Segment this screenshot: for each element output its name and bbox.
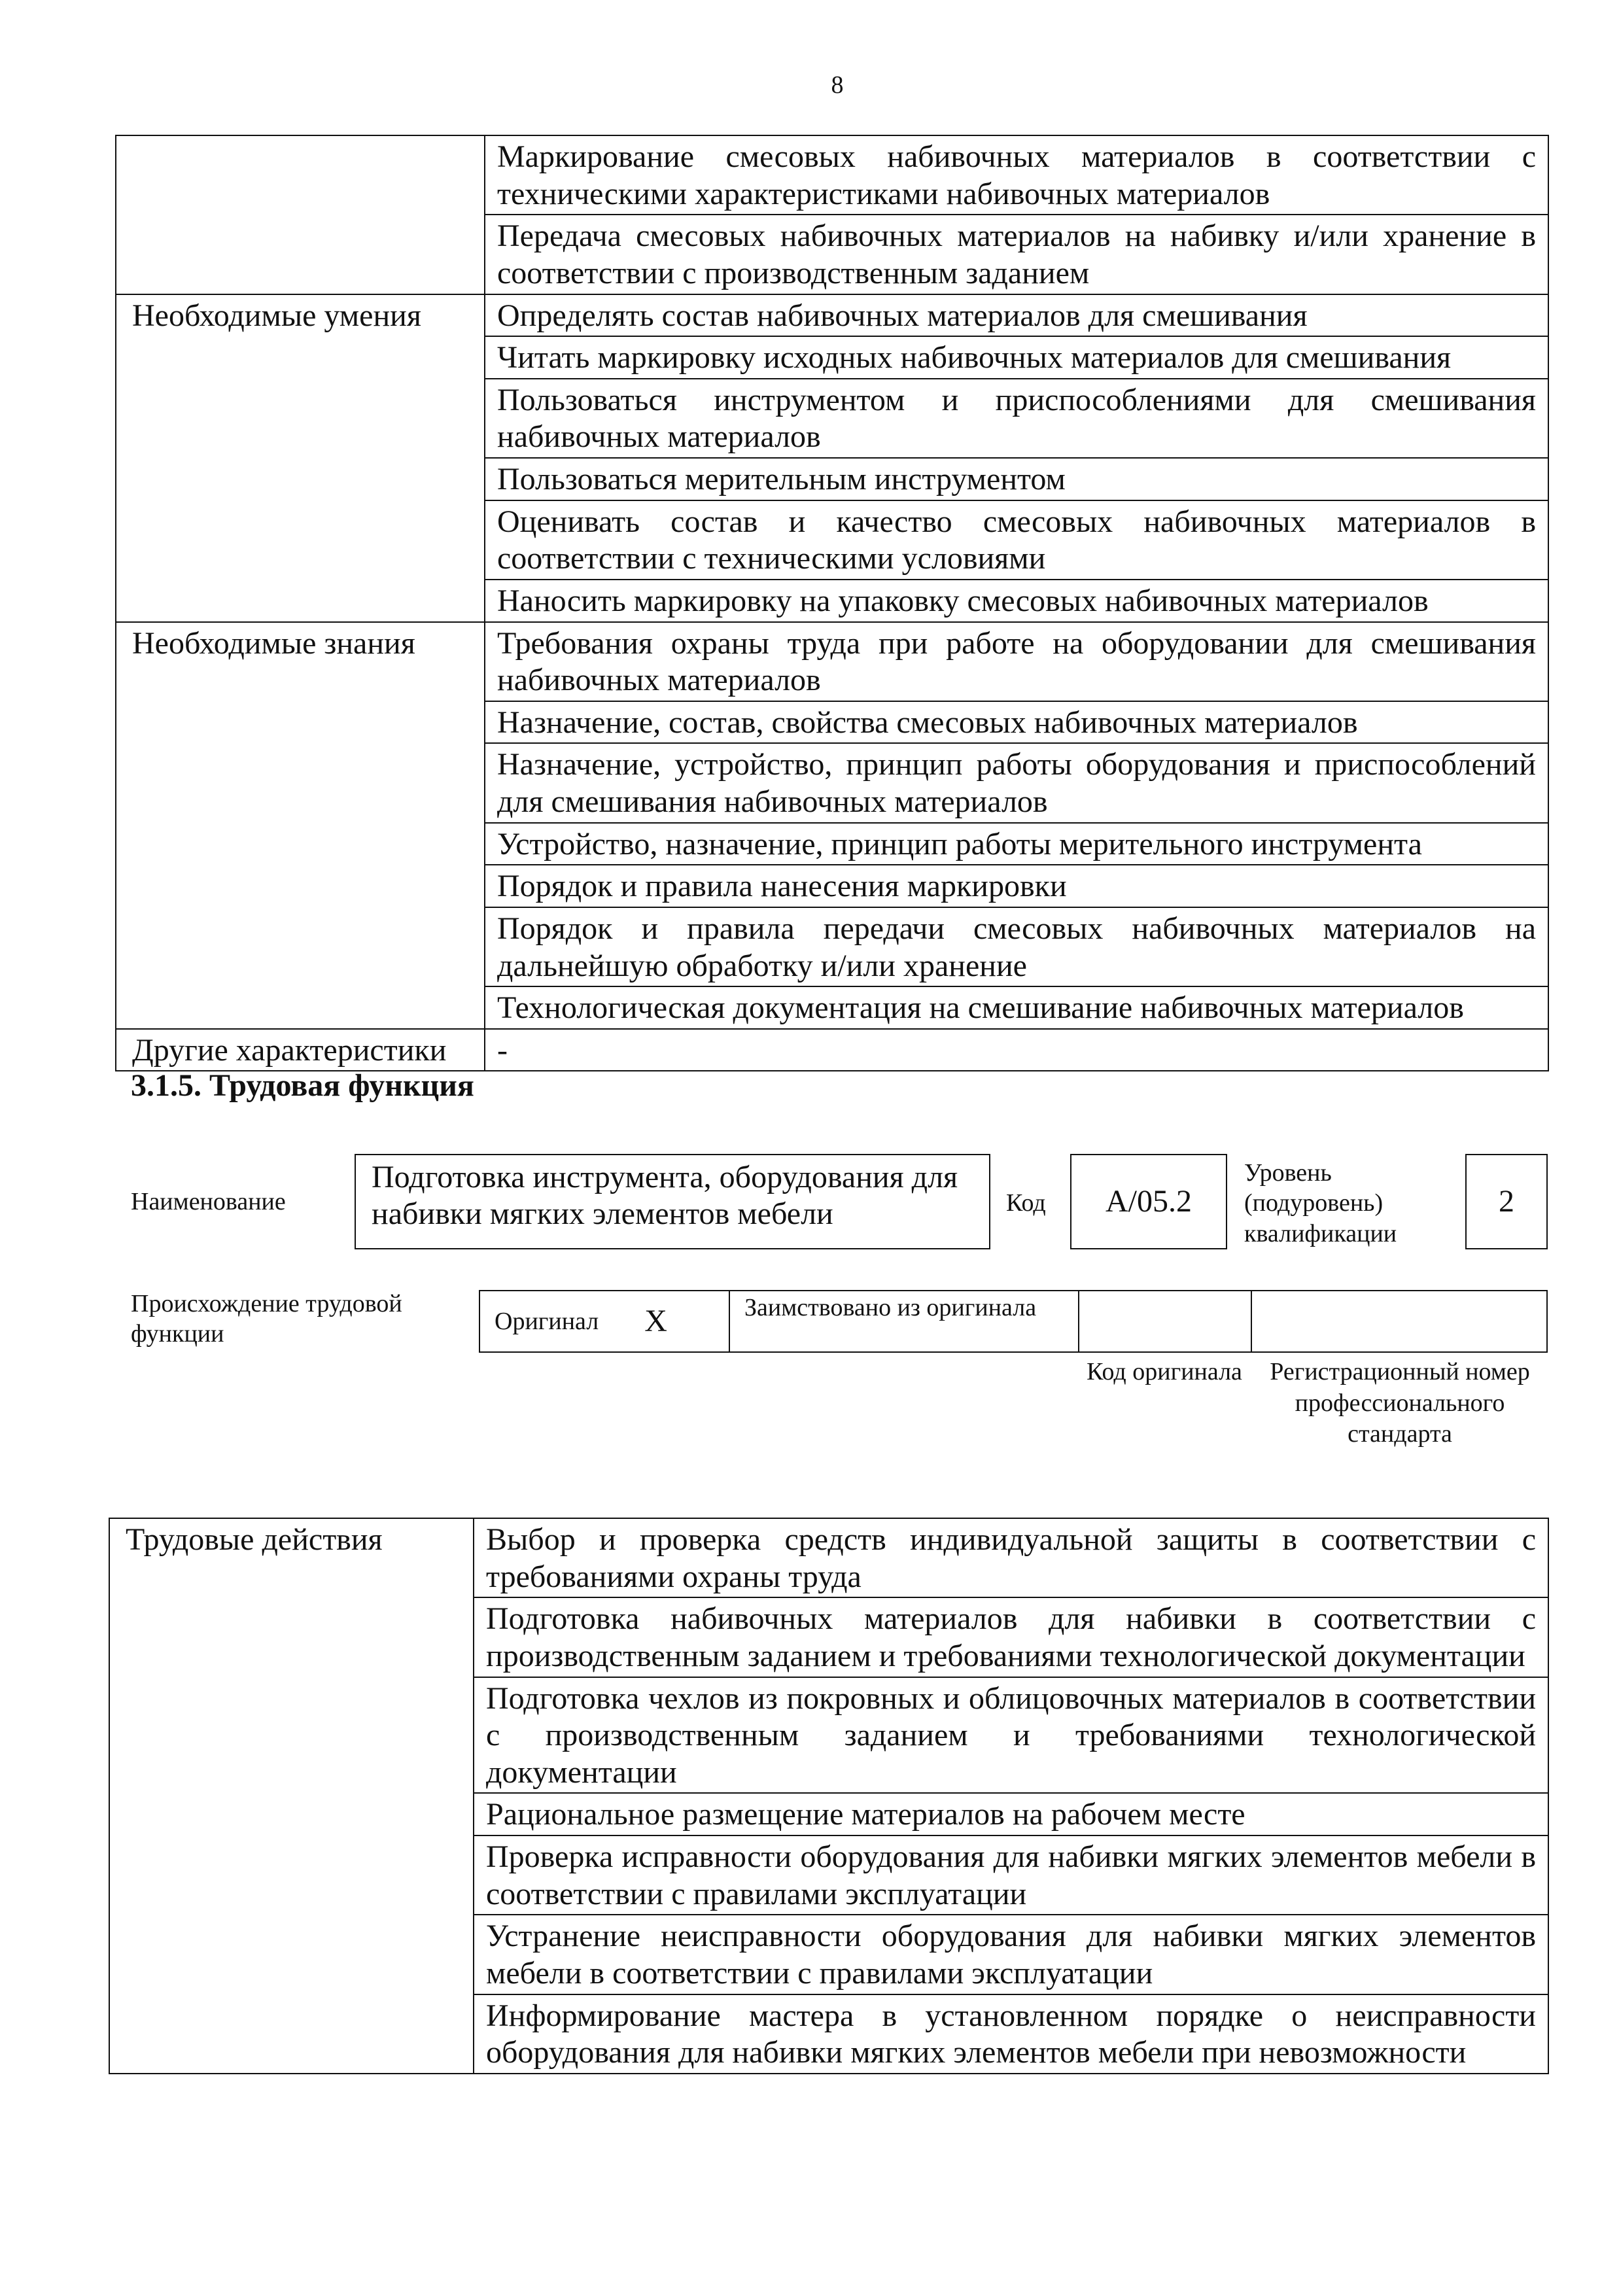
row-item: Устранение неисправности оборудования для набивки мягких элементов мебели в соответствии с правилами эксплуатации <box>474 1915 1548 1994</box>
row-item: Подготовка набивочных материалов для набивки в соответствии с производственным заданием и требованиями технологической документации <box>474 1597 1548 1677</box>
function-name-box <box>355 1154 990 1249</box>
qualification-level-label: Уровень (подуровень) квалификации <box>1244 1159 1397 1247</box>
row-label: Необходимые умения <box>116 294 485 622</box>
original-label: Оригинал <box>495 1307 599 1335</box>
row-item: Требования охраны труда при работе на оборудовании для смешивания набивочных материалов <box>485 622 1548 701</box>
registration-number-caption: Регистрационный номер профессионального стандарта <box>1270 1358 1530 1448</box>
table-row <box>116 294 1548 337</box>
original-cell <box>479 1290 730 1353</box>
original-code-caption: Код оригинала <box>1087 1358 1242 1385</box>
original-mark: X <box>644 1304 667 1339</box>
function-name-value: Подготовка инструмента, оборудования для набивки мягких элементов мебели <box>372 1160 958 1231</box>
row-item: Подготовка чехлов из покровных и облицовочных материалов в соответствии с производственным заданием и требованиями технологической документации <box>474 1677 1548 1794</box>
row-item: Порядок и правила нанесения маркировки <box>485 865 1548 907</box>
row-label <box>116 135 485 294</box>
row-item: Информирование мастера в установленном порядке о неисправности оборудования для набивки мягких элементов мебели при невозможности <box>474 1994 1548 2074</box>
level-box <box>1465 1154 1548 1249</box>
row-label: Другие характеристики <box>116 1029 485 1071</box>
row-item: Назначение, состав, свойства смесовых набивочных материалов <box>485 701 1548 744</box>
registration-number-cell <box>1251 1290 1548 1353</box>
section-title: 3.1.5. Трудовая функция <box>131 1068 474 1103</box>
row-label: Трудовые действия <box>109 1518 474 2074</box>
table-row <box>116 135 1548 215</box>
requirements-table <box>115 135 1549 1071</box>
level-value: 2 <box>1499 1184 1514 1219</box>
row-item: Определять состав набивочных материалов для смешивания <box>485 294 1548 337</box>
row-item: Технологическая документация на смешивание набивочных материалов <box>485 986 1548 1029</box>
row-item: Пользоваться мерительным инструментом <box>485 458 1548 500</box>
borrowed-label: Заимствовано из оригинала <box>744 1294 1037 1321</box>
row-item: - <box>485 1029 1548 1071</box>
original-code-cell <box>1078 1290 1252 1353</box>
origin-label: Происхождение трудовой функции <box>131 1290 402 1348</box>
table-row <box>116 622 1548 701</box>
code-label: Код <box>1006 1189 1046 1217</box>
row-item: Проверка исправности оборудования для набивки мягких элементов мебели в соответствии с правилами эксплуатации <box>474 1835 1548 1915</box>
table-row <box>116 1029 1548 1071</box>
row-item: Маркирование смесовых набивочных материалов в соответствии с техническими характеристиками набивочных материалов <box>485 135 1548 215</box>
row-item: Порядок и правила передачи смесовых набивочных материалов на дальнейшую обработку и/или хранение <box>485 907 1548 986</box>
page-number: 8 <box>831 71 844 99</box>
row-item: Рациональное размещение материалов на рабочем месте <box>474 1793 1548 1835</box>
row-item: Устройство, назначение, принцип работы мерительного инструмента <box>485 823 1548 865</box>
row-item: Пользоваться инструментом и приспособлениями для смешивания набивочных материалов <box>485 379 1548 458</box>
row-item: Выбор и проверка средств индивидуальной защиты в соответствии с требованиями охраны труда <box>474 1518 1548 1597</box>
code-value: A/05.2 <box>1105 1184 1192 1219</box>
row-item: Оценивать состав и качество смесовых набивочных материалов в соответствии с техническими условиями <box>485 500 1548 580</box>
table-row <box>109 1518 1548 1597</box>
row-item: Наносить маркировку на упаковку смесовых набивочных материалов <box>485 580 1548 622</box>
code-box <box>1070 1154 1227 1249</box>
name-label: Наименование <box>131 1188 286 1215</box>
row-item: Передача смесовых набивочных материалов на набивку и/или хранение в соответствии с производственным заданием <box>485 215 1548 294</box>
labor-actions-table <box>109 1518 1549 2074</box>
borrowed-cell <box>729 1290 1079 1353</box>
row-item: Назначение, устройство, принцип работы оборудования и приспособлений для смешивания набивочных материалов <box>485 743 1548 822</box>
row-item: Читать маркировку исходных набивочных материалов для смешивания <box>485 336 1548 379</box>
row-label: Необходимые знания <box>116 622 485 1029</box>
